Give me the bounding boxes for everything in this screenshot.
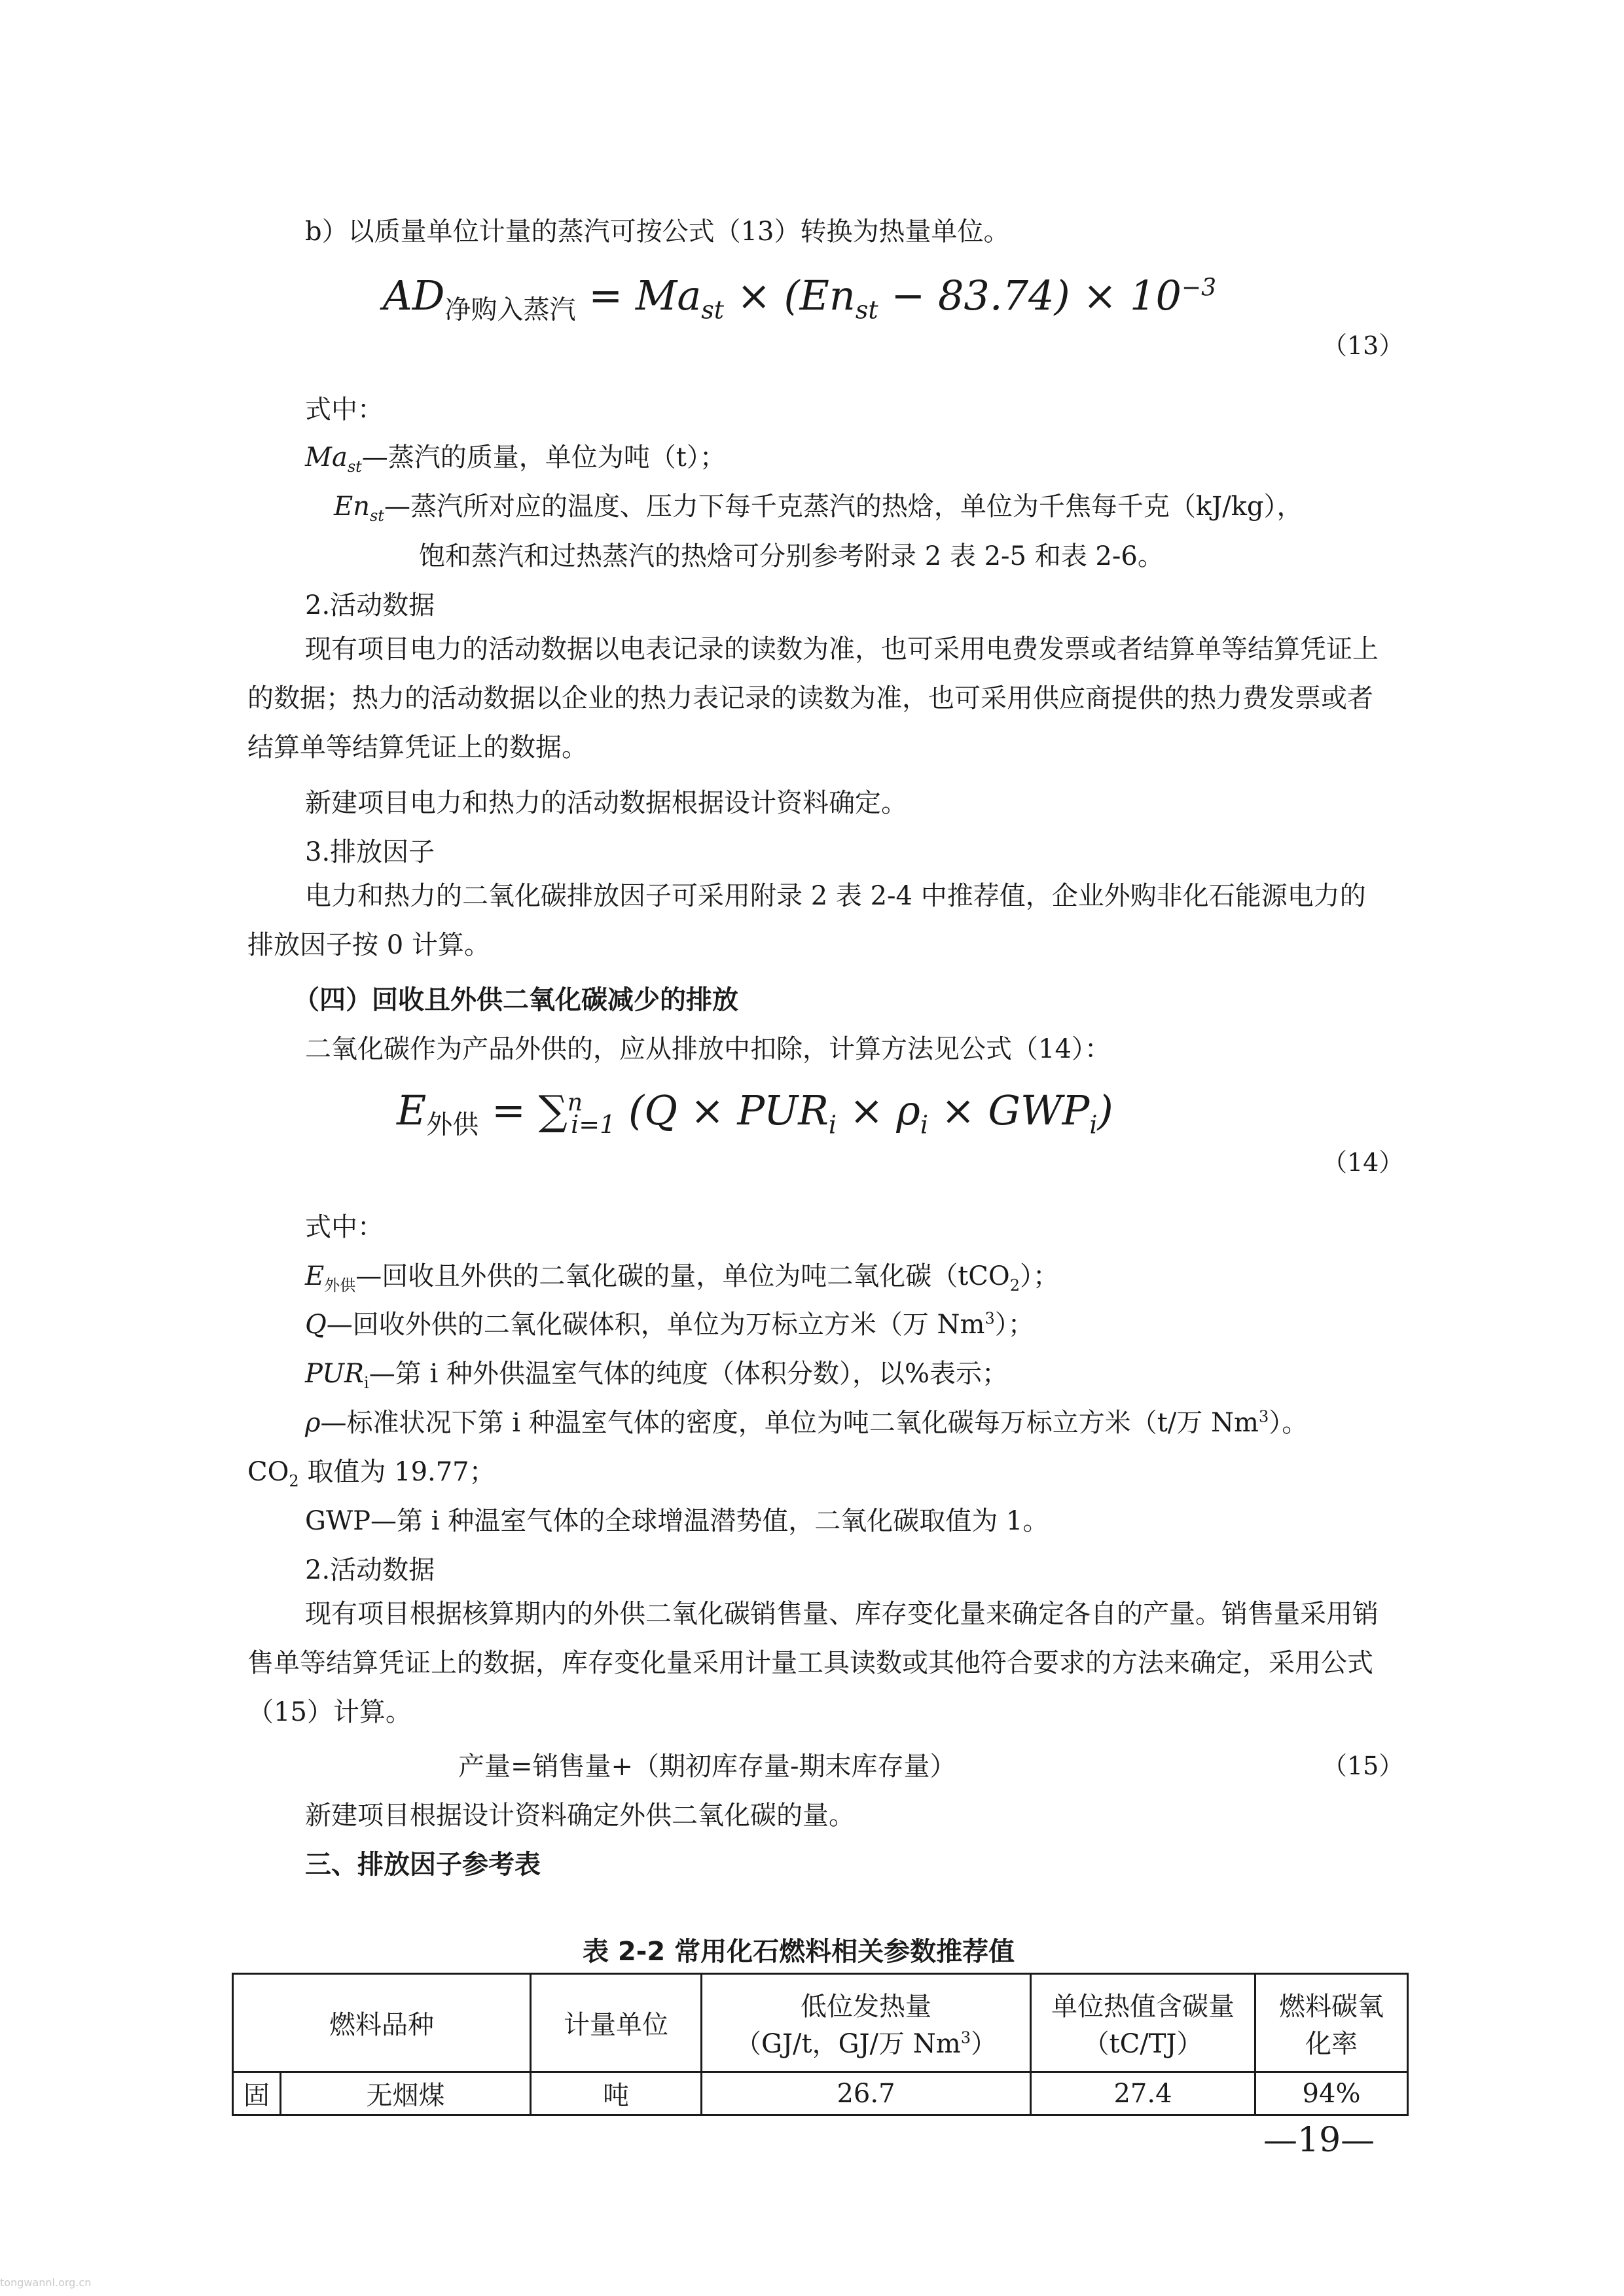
pur-symbol: PUR [305, 1359, 365, 1389]
watermark: tongwannl.org.cn [0, 2276, 92, 2289]
pur-sub: i [364, 1374, 369, 1392]
eq14-sub-i4: i [1089, 1110, 1098, 1139]
eq13-rhs-a: = Ma [575, 272, 702, 319]
cell-heat: 26.7 [702, 2072, 1031, 2115]
paragraph-new-project-2: 新建项目根据设计资料确定外供二氧化碳的量。 [305, 1801, 855, 1831]
eq14-rhs-d: × GWP [928, 1086, 1090, 1134]
cell-oxidation: 94% [1255, 2072, 1408, 2115]
heading-emission-factor: 3.排放因子 [305, 837, 435, 867]
where-label-1: 式中： [305, 395, 384, 425]
eq13-rhs-b: × (En [724, 272, 856, 319]
section-heading-four: （四）回收且外供二氧化碳减少的排放 [293, 985, 738, 1015]
en-text: —蒸汽所对应的温度、压力下每千克蒸汽的热焓，单位为千焦每千克（kJ/kg）， [384, 492, 1303, 522]
co2-value: 取值为 19.77； [298, 1457, 496, 1487]
heat-unit-sup: 3 [960, 2028, 971, 2047]
eq14-sub-i3: i [920, 1110, 929, 1139]
where-label-2: 式中： [305, 1212, 384, 1242]
cell-category: 固 [233, 2072, 281, 2115]
ma-sub: st [347, 457, 362, 476]
header-heat-unit [702, 2023, 1030, 2060]
eq14-sup-n: n [567, 1089, 583, 1117]
rho-text: —标准状况下第 i 种温室气体的密度，单位为吨二氧化碳每万标立方米（t/万 Nm [320, 1408, 1259, 1438]
rho-end: ）。 [1269, 1408, 1308, 1438]
paragraph-new-project-1: 新建项目电力和热力的活动数据根据设计资料确定。 [305, 788, 907, 818]
eq14-rhs-e: ) [1097, 1086, 1113, 1134]
eq13-rhs-c: − 83.74) × 10 [878, 272, 1182, 319]
header-oxidation-1: 燃料碳氧 [1279, 1991, 1384, 2022]
e-text: —回收且外供的二氧化碳的量，单位为吨二氧化碳（tCO [355, 1261, 1010, 1291]
paragraph-steam-conversion: b）以质量单位计量的蒸汽可按公式（13）转换为热量单位。 [305, 217, 1010, 247]
equation-15: 产量=销售量+（期初库存量-期末库存量） [458, 1751, 956, 1782]
e-symbol: E [305, 1261, 325, 1291]
header-carbon-unit: （tC/TJ） [1083, 2028, 1203, 2059]
cell-carbon: 27.4 [1031, 2072, 1255, 2115]
e-sub: 外供 [324, 1276, 356, 1295]
header-heat-label: 低位发热量 [801, 1991, 931, 2022]
equation-14 [397, 1086, 1113, 1141]
table-row [233, 2072, 1408, 2115]
definition-q [305, 1304, 1034, 1341]
header-fuel: 燃料品种 [233, 1974, 531, 2072]
eq13-sub-st2: st [855, 295, 878, 325]
cell-fuel: 无烟煤 [281, 2072, 531, 2115]
definition-e [305, 1255, 1059, 1295]
cell-unit: 吨 [531, 2072, 702, 2115]
equation-15-number: （15） [1322, 1751, 1404, 1780]
eq14-sub-i2: i [828, 1110, 837, 1139]
definition-pur [305, 1353, 1008, 1392]
table-caption: 表 2-2 常用化石燃料相关参数推荐值 [583, 1937, 1015, 1967]
rho-sup: 3 [1258, 1407, 1269, 1426]
heat-unit-a: （GJ/t，GJ/万 Nm [735, 2028, 961, 2059]
pur-text: —第 i 种外供温室气体的纯度（体积分数），以%表示； [369, 1359, 1008, 1389]
definition-gwp: GWP—第 i 种温室气体的全球增温潜势值，二氧化碳取值为 1。 [305, 1506, 1049, 1536]
q-sup: 3 [984, 1309, 995, 1328]
e-text-end: ）； [1019, 1261, 1059, 1291]
header-unit: 计量单位 [531, 1974, 702, 2072]
paragraph-activity-2: 现有项目根据核算期内的外供二氧化碳销售量、库存变化量来确定各自的产量。销售量采用销售单等结算凭证上的数据，库存变化量采用计量工具读数或其他符合要求的方法来确定，采用公式（15）计算。 [247, 1599, 1379, 1727]
header-oxidation [1255, 1974, 1408, 2072]
page-number: —19— [1263, 2121, 1375, 2160]
eq14-sub: 外供 [426, 1109, 479, 1140]
q-end: ）； [994, 1310, 1034, 1340]
q-symbol: Q [305, 1310, 327, 1340]
paragraph-co2-product: 二氧化碳作为产品外供的，应从排放中扣除，计算方法见公式（14）： [305, 1034, 1111, 1064]
eq14-sum: = ∑ [478, 1086, 568, 1134]
eq14-sub-i: i=1 [571, 1110, 616, 1139]
eq13-sub: 净购入蒸汽 [444, 295, 576, 325]
paragraph-activity-1: 现有项目电力的活动数据以电表记录的读数为准，也可采用电费发票或者结算单等结算凭证上的数据；热力的活动数据以企业的热力表记录的读数为准，也可采用供应商提供的热力费发票或者结算单等结算凭证上的数据。 [247, 634, 1379, 762]
ma-text: —蒸汽的质量，单位为吨（t）； [361, 442, 726, 473]
eq13-sub-st1: st [701, 295, 725, 325]
eq14-rhs-c: × ρ [837, 1086, 920, 1134]
equation-14-number: （14） [1322, 1148, 1404, 1177]
eq14-left: E [397, 1086, 427, 1134]
definition-rho [305, 1402, 1308, 1439]
ma-symbol: Ma [305, 442, 348, 473]
e-text-sub: 2 [1009, 1276, 1020, 1295]
equation-13-number: （13） [1322, 331, 1404, 360]
eq14-rhs-b: (Q × PUR [615, 1086, 829, 1134]
header-carbon [1031, 1974, 1255, 2072]
eq13-sup: −3 [1181, 274, 1216, 302]
rho-symbol: ρ [305, 1408, 321, 1438]
eq13-left: AD [383, 272, 445, 319]
en-symbol: En [334, 492, 370, 522]
header-carbon-label: 单位热值含碳量 [1051, 1991, 1235, 2022]
co2-text: CO [247, 1457, 289, 1487]
fuel-parameters-table [232, 1973, 1409, 2116]
header-oxidation-2: 化率 [1305, 2028, 1358, 2059]
header-heat [702, 1974, 1031, 2072]
equation-13 [383, 272, 1216, 326]
co2-sub: 2 [289, 1472, 299, 1490]
definition-en [334, 486, 1303, 525]
table-header-row [233, 1974, 1408, 2072]
heat-unit-b: ） [970, 2028, 997, 2059]
q-text: —回收外供的二氧化碳体积，单位为万标立方米（万 Nm [326, 1310, 985, 1340]
section-heading-three: 三、排放因子参考表 [305, 1850, 541, 1880]
heading-activity-data-1: 2.活动数据 [305, 590, 435, 620]
heading-activity-data-2: 2.活动数据 [305, 1555, 435, 1585]
en-sub: st [369, 507, 384, 525]
definition-en-cont: 饱和蒸汽和过热蒸汽的热焓可分别参考附录 2 表 2-5 和表 2-6。 [419, 541, 1164, 571]
definition-ma [305, 437, 726, 476]
paragraph-emission-factor: 电力和热力的二氧化碳排放因子可采用附录 2 表 2-4 中推荐值，企业外购非化石能源电力的排放因子按 0 计算。 [247, 881, 1366, 960]
definition-rho-cont [247, 1451, 496, 1490]
